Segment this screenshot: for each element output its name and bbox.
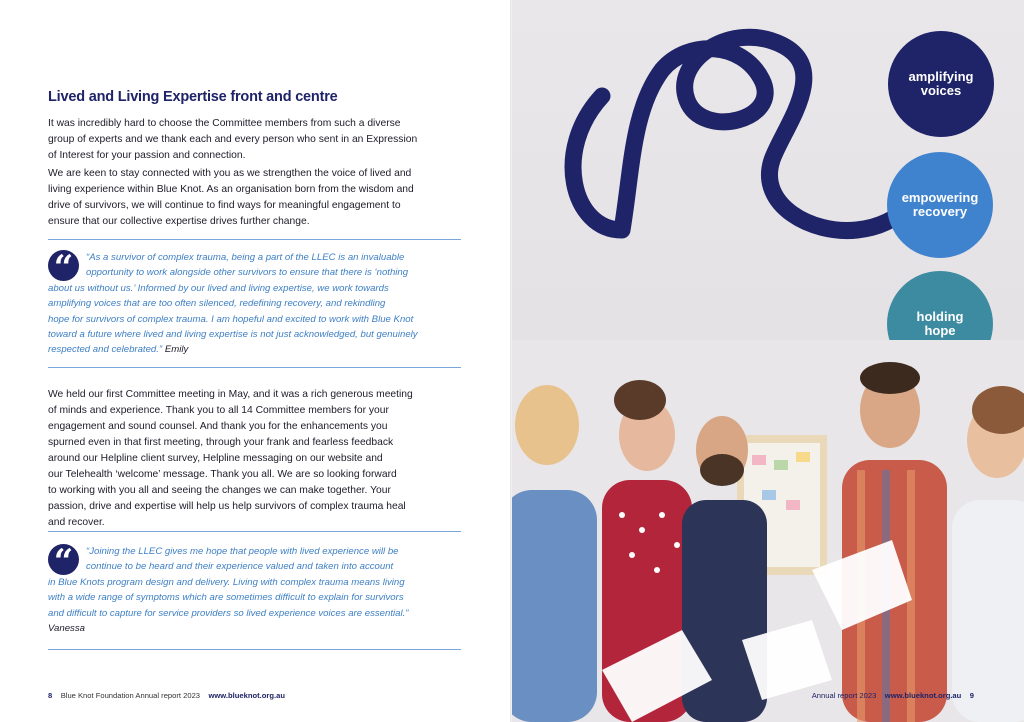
- quote-line: hope for survivors of complex trauma. I am hopeful and excited to work with Blue Knot: [48, 313, 414, 325]
- divider-rule: [48, 531, 461, 532]
- badge-line: amplifying: [908, 69, 974, 84]
- badge-line: hope: [924, 323, 956, 338]
- quote-line: toward a future where lived and living expertise is not just acknowledged, but genuinely: [48, 329, 418, 341]
- badge-line: empowering: [901, 190, 979, 205]
- right-footer: [812, 691, 974, 700]
- quote-text: [48, 250, 468, 358]
- quote-line: “As a survivor of complex trauma, being a part of the LLEC is an invaluable: [86, 252, 405, 263]
- page-number: 8: [48, 691, 53, 700]
- meeting-paragraph: [48, 387, 466, 531]
- badge-line: voices: [920, 83, 962, 98]
- page-number: 9: [969, 691, 974, 700]
- quote-line: “Joining the LLEC gives me hope that people with lived experience will be: [86, 546, 399, 557]
- right-page: [512, 0, 1024, 722]
- quote-line: opportunity to work alongside other survivors to ensure that there is ‘nothing: [86, 267, 409, 279]
- left-footer: [48, 691, 285, 700]
- text-line: group of experts and we thank each and every person who sent in an Expression: [48, 134, 418, 145]
- divider-rule: [48, 649, 461, 650]
- text-line: It was incredibly hard to choose the Committee members from such a diverse: [48, 118, 401, 129]
- text-line: spurned even in that first meeting, through your frank and fearless feedback: [48, 437, 394, 448]
- website-link[interactable]: www.blueknot.org.au: [208, 691, 285, 700]
- quote-line: respected and celebrated.”: [48, 344, 163, 356]
- quote-line: in Blue Knots program design and delivery. Living with complex trauma means living: [48, 576, 405, 588]
- text-line: ensure that our collective expertise drives further change.: [48, 216, 310, 227]
- quote-line: continue to be heard and their experience valued and taken into account: [86, 561, 394, 573]
- text-line: our Telehealth ‘welcome’ message. Thank you all. We are so looking forward: [48, 469, 397, 480]
- quote-line: about us without us.’ Informed by our lived and living expertise, we work towards: [48, 282, 389, 294]
- section-heading: Lived and Living Expertise front and centre: [48, 89, 338, 105]
- text-line: of minds and experience. Thank you to all 14 Committee members for your: [48, 405, 389, 416]
- report-name: Blue Knot Foundation Annual report 2023: [60, 691, 201, 700]
- quote-text: [48, 544, 468, 636]
- text-line: living experience within Blue Knot. As an organisation born from the wisdom and: [48, 184, 414, 195]
- text-line: around our Helpline client survey, Helpline messaging on our website and: [48, 453, 383, 464]
- divider-rule: [48, 239, 461, 240]
- quote-line: with a wide range of symptoms which are sometimes difficult to explain for survivors: [48, 592, 404, 604]
- badge-line: recovery: [912, 204, 968, 219]
- quote-author: Emily: [164, 344, 189, 356]
- quote-icon: [48, 250, 79, 281]
- engagement-paragraph: [48, 166, 466, 230]
- badge-line: holding: [916, 309, 964, 324]
- text-line: to working with you all and seeing the changes we can make together. Your: [48, 485, 391, 496]
- quote-author: Vanessa: [48, 623, 85, 635]
- quote-block-emily: [48, 250, 468, 358]
- website-link[interactable]: www.blueknot.org.au: [884, 691, 962, 700]
- text-line: of Interest for your passion and connection.: [48, 150, 246, 161]
- text-line: We are keen to stay connected with you as we strengthen the voice of lived and: [48, 168, 412, 179]
- svg-text:“: “: [53, 544, 74, 575]
- intro-paragraph: [48, 116, 466, 164]
- quote-line: and difficult to capture for service providers so lived experience voices are essential.”: [48, 607, 409, 619]
- quote-line: amplifying voices that are too often silenced, redefining recovery, and rekindling: [48, 298, 386, 310]
- report-name: Annual report 2023: [811, 691, 877, 700]
- text-line: and recover.: [48, 517, 105, 528]
- empowering-recovery-badge: [887, 152, 993, 258]
- text-line: engagement and sound counsel. And thank you for the enhancements you: [48, 421, 388, 432]
- text-line: drive of survivors, we will continue to find ways for meaningful engagement to: [48, 200, 401, 211]
- divider-rule: [48, 367, 461, 368]
- text-line: We held our first Committee meeting in May, and it was a rich generous meeting: [48, 389, 413, 400]
- team-meeting-photo: [512, 340, 1024, 722]
- text-line: passion, drive and expertise will help us help survivors of complex trauma heal: [48, 501, 406, 512]
- quote-block-vanessa: [48, 544, 468, 636]
- quote-icon: [48, 544, 79, 575]
- amplifying-voices-badge: [888, 31, 994, 137]
- svg-text:“: “: [53, 250, 74, 281]
